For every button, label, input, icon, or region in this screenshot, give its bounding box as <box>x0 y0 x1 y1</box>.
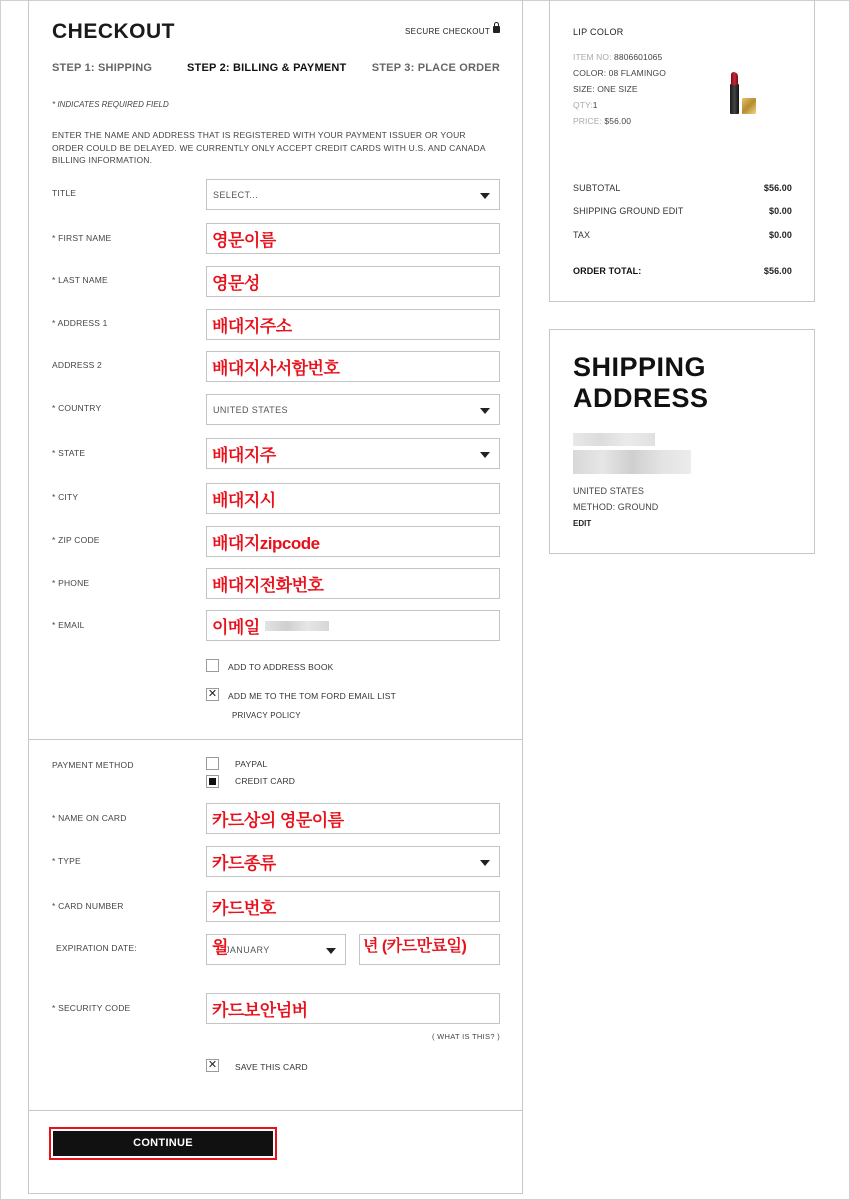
chevron-down-icon <box>480 408 490 414</box>
email-input[interactable] <box>206 610 500 641</box>
shipping-edit-link[interactable]: EDIT <box>662 206 684 216</box>
item-number-key: ITEM NO: <box>573 52 612 62</box>
step-billing-payment: STEP 2: BILLING & PAYMENT <box>187 62 347 74</box>
shipping-amount: $0.00 <box>768 206 792 216</box>
card-number-input[interactable] <box>206 891 500 922</box>
chevron-down-icon <box>480 452 490 458</box>
redacted-name <box>573 433 655 446</box>
required-note: * INDICATES REQUIRED FIELD <box>52 100 169 109</box>
title-label: TITLE <box>52 188 77 198</box>
address1-input[interactable] <box>206 309 500 340</box>
shipping-title-line1: SHIPPING <box>573 352 707 382</box>
product-price <box>573 116 631 126</box>
order-summary <box>549 0 815 302</box>
city-input[interactable] <box>206 483 500 514</box>
name-on-card-label: * NAME ON CARD <box>52 813 127 823</box>
section-divider <box>29 739 522 740</box>
order-total-row <box>573 266 792 276</box>
credit-card-radio[interactable] <box>206 775 219 788</box>
last-name-value: 영문성 <box>212 274 260 293</box>
email-value: 이메일 <box>212 618 260 637</box>
expiration-year-note: 년 (카드만료일) <box>363 938 467 955</box>
chevron-down-icon <box>480 193 490 199</box>
name-on-card-input[interactable] <box>206 803 500 834</box>
lipstick-bullet <box>731 72 738 85</box>
lock-icon <box>493 26 500 33</box>
shipping-country: UNITED STATES <box>573 486 644 496</box>
zip-value: 배대지zipcode <box>212 534 320 553</box>
paypal-label: PAYPAL <box>235 759 268 769</box>
security-code-input[interactable] <box>206 993 500 1024</box>
payment-method-label: PAYMENT METHOD <box>52 760 134 770</box>
subtotal-amount: $56.00 <box>763 183 792 193</box>
address2-value: 배대지사서함번호 <box>212 359 340 378</box>
security-code-value: 카드보안넘버 <box>212 1001 308 1020</box>
zip-label: * ZIP CODE <box>52 535 100 545</box>
continue-button[interactable]: CONTINUE <box>53 1131 273 1156</box>
order-total-label: ORDER TOTAL: <box>573 266 642 276</box>
product-name: LIP COLOR <box>573 27 624 37</box>
card-type-value: 카드종류 <box>212 854 276 873</box>
name-on-card-value: 카드상의 영문이름 <box>212 811 344 830</box>
expiration-month-value: JANUARY <box>225 945 270 955</box>
paypal-radio[interactable] <box>206 757 219 770</box>
save-card-label: SAVE THIS CARD <box>235 1062 308 1072</box>
billing-intro: ENTER THE NAME AND ADDRESS THAT IS REGISTERED WITH YOUR PAYMENT ISSUER OR YOUR ORDER COULD BE DELAYED. WE CURRENTLY ONLY ACCEPT CREDIT CARDS WITH U.S. AND CANADA BILLING INFORMATION. <box>52 130 486 165</box>
country-select-value: UNITED STATES <box>213 405 288 415</box>
zip-input[interactable] <box>206 526 500 557</box>
page-title: CHECKOUT <box>52 20 175 43</box>
subtotal-label: SUBTOTAL <box>573 183 621 193</box>
lipstick-cap <box>742 98 756 114</box>
card-number-value: 카드번호 <box>212 899 276 918</box>
country-label: * COUNTRY <box>52 403 102 413</box>
chevron-down-icon <box>326 948 336 954</box>
secure-checkout <box>405 27 500 36</box>
title-select[interactable] <box>206 179 500 210</box>
product-image <box>728 70 764 118</box>
tax-label: TAX <box>573 230 591 240</box>
country-select[interactable] <box>206 394 500 425</box>
expiration-month-note: 월 <box>212 938 228 957</box>
email-label: * EMAIL <box>52 620 85 630</box>
item-number <box>573 52 662 62</box>
title-select-value: SELECT... <box>213 190 259 200</box>
expiration-label: EXPIRATION DATE: <box>56 943 137 953</box>
address1-value: 배대지주소 <box>212 317 292 336</box>
last-name-input[interactable] <box>206 266 500 297</box>
item-number-value: 8806601065 <box>614 52 663 62</box>
state-value: 배대지주 <box>212 446 276 465</box>
shipping-row <box>573 206 792 216</box>
add-address-book-checkbox[interactable] <box>206 659 219 672</box>
shipping-title-line2: ADDRESS <box>573 383 709 413</box>
checkout-panel <box>28 0 523 1194</box>
qty-key: QTY: <box>573 100 593 110</box>
card-number-label: * CARD NUMBER <box>52 901 124 911</box>
city-label: * CITY <box>52 492 79 502</box>
phone-input[interactable] <box>206 568 500 599</box>
phone-label: * PHONE <box>52 578 90 588</box>
step-place-order: STEP 3: PLACE ORDER <box>371 62 500 74</box>
address2-input[interactable] <box>206 351 500 382</box>
email-list-checkbox[interactable]: ✕ <box>207 688 218 700</box>
first-name-label: * FIRST NAME <box>52 233 112 243</box>
tax-amount: $0.00 <box>768 230 792 240</box>
price-value: $56.00 <box>604 116 632 126</box>
shipping-address-title <box>573 352 709 414</box>
address2-label: ADDRESS 2 <box>52 360 102 370</box>
secure-checkout-label: SECURE CHECKOUT <box>405 27 490 36</box>
section-divider <box>29 1110 522 1111</box>
shipping-edit-link[interactable]: EDIT <box>573 519 592 528</box>
subtotal-row <box>573 183 792 193</box>
state-label: * STATE <box>52 448 86 458</box>
qty-value: 1 <box>592 100 598 110</box>
tax-row <box>573 230 792 240</box>
email-blurred <box>265 621 329 631</box>
card-type-label: * TYPE <box>52 856 81 866</box>
address1-label: * ADDRESS 1 <box>52 318 108 328</box>
card-type-select[interactable] <box>206 846 500 877</box>
continue-highlight <box>49 1127 277 1160</box>
shipping-method: METHOD: GROUND <box>573 502 659 512</box>
email-list-label: ADD ME TO THE TOM FORD EMAIL LIST <box>228 691 396 701</box>
add-address-book-label: ADD TO ADDRESS BOOK <box>228 662 334 672</box>
privacy-policy-link[interactable]: PRIVACY POLICY <box>232 711 301 720</box>
shipping-address-box <box>549 329 815 554</box>
what-is-this-link[interactable]: ( WHAT IS THIS? ) <box>431 1032 500 1041</box>
phone-value: 배대지전화번호 <box>212 576 324 595</box>
expiration-month-select[interactable] <box>206 934 346 965</box>
first-name-value: 영문이름 <box>212 231 276 250</box>
expiration-year-select[interactable] <box>359 934 500 965</box>
state-select[interactable] <box>206 438 500 469</box>
chevron-down-icon <box>480 860 490 866</box>
product-qty <box>573 100 598 110</box>
step-shipping[interactable]: STEP 1: SHIPPING <box>52 62 153 74</box>
product-size: SIZE: ONE SIZE <box>573 84 638 94</box>
credit-card-label: CREDIT CARD <box>235 776 296 786</box>
city-value: 배대지시 <box>212 491 276 510</box>
last-name-label: * LAST NAME <box>52 275 108 285</box>
security-code-label: * SECURITY CODE <box>52 1003 131 1013</box>
first-name-input[interactable] <box>206 223 500 254</box>
price-key: PRICE: <box>573 116 602 126</box>
order-total-amount: $56.00 <box>763 266 792 276</box>
save-card-checkbox[interactable]: ✕ <box>207 1059 218 1071</box>
lipstick-tube <box>730 84 739 114</box>
shipping-label: SHIPPING GROUND <box>573 206 661 216</box>
redacted-address <box>573 450 691 474</box>
product-color: COLOR: 08 FLAMINGO <box>573 68 666 78</box>
